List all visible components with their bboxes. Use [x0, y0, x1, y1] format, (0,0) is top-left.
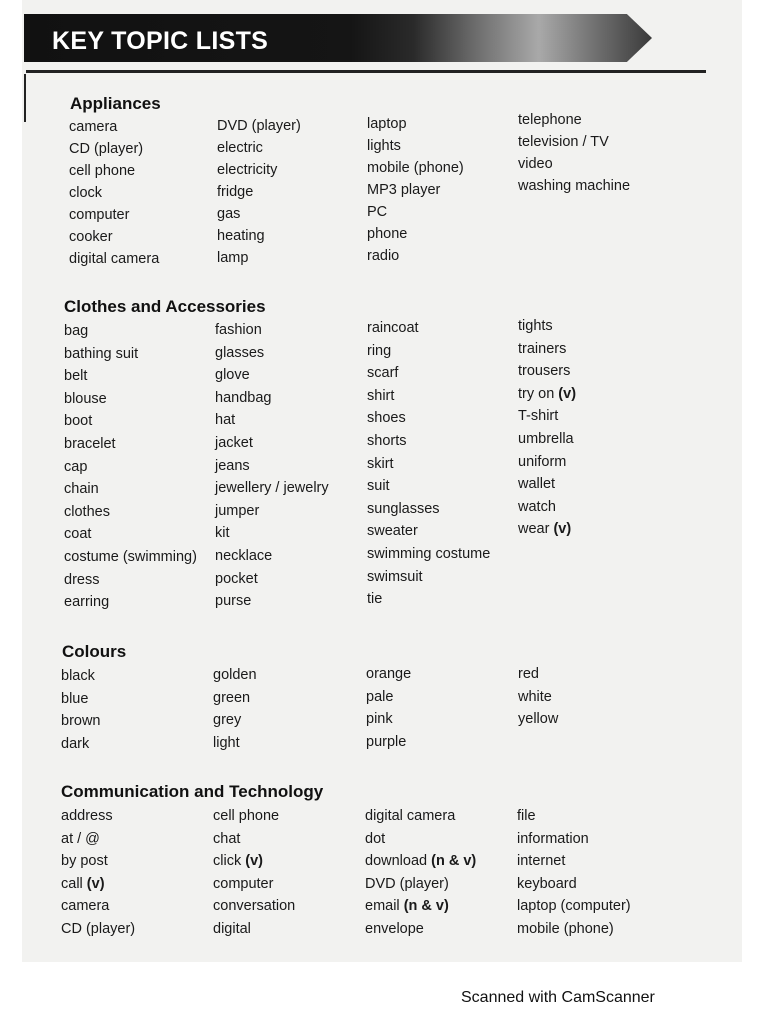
word-list-item: computer	[213, 875, 274, 892]
word-list-item: trainers	[518, 340, 567, 357]
word-list-item: golden	[213, 667, 257, 683]
word-list-item: digital	[213, 920, 251, 937]
word-list-item: shoes	[367, 410, 406, 427]
word-list-item: MP3 player	[367, 182, 441, 198]
word-list-item: dot	[365, 830, 386, 847]
word-list-item: video	[518, 156, 553, 172]
word-list-item: blue	[61, 690, 89, 707]
word-list-item: belt	[64, 368, 88, 385]
word-list-item: orange	[366, 666, 412, 682]
word-list-item: handbag	[215, 389, 272, 406]
word-list-item: cell phone	[69, 163, 136, 179]
word-list-item: computer	[69, 207, 130, 223]
word-list-item: gas	[217, 206, 241, 222]
word-list-item: bracelet	[64, 435, 116, 452]
word-list-item: email (n & v)	[365, 898, 449, 915]
word-list-item: chain	[64, 481, 99, 498]
word-list-item: wallet	[518, 476, 556, 493]
word-list-item: digital camera	[365, 808, 456, 824]
word-list-item: dark	[61, 735, 90, 752]
page-title: KEY TOPIC LISTS	[52, 27, 269, 55]
appliances-column-1	[69, 116, 159, 270]
word-list-item: camera	[61, 898, 110, 915]
word-list-item: radio	[367, 248, 400, 264]
header-rule-corner	[24, 74, 26, 122]
word-list-item: clothes	[64, 503, 110, 520]
word-list-item: jewellery / jewelry	[215, 480, 329, 497]
word-list-item: purse	[215, 593, 252, 610]
word-list-item: by post	[61, 853, 108, 870]
word-list-item: light	[213, 734, 240, 751]
word-list-item: green	[213, 689, 251, 706]
word-list-item: purple	[366, 733, 407, 750]
communication-column-1	[61, 805, 135, 941]
word-list-item: jacket	[215, 434, 253, 451]
word-list-item: lamp	[217, 250, 249, 266]
word-list-item: washing machine	[518, 178, 631, 194]
word-list-item: PC	[367, 204, 388, 220]
word-list-item: costume (swimming)	[64, 548, 197, 565]
word-list-item: clock	[69, 185, 103, 201]
word-list-item: camera	[69, 119, 118, 135]
colours-column-4	[518, 663, 558, 731]
section-heading-communication: Communication and Technology	[61, 782, 324, 801]
word-list-item: envelope	[365, 920, 424, 937]
word-list-item: kit	[215, 525, 230, 542]
word-list-item: uniform	[518, 453, 567, 470]
clothes-column-2	[215, 319, 329, 613]
word-list-item: telephone	[518, 112, 582, 128]
word-list-item: fashion	[215, 322, 262, 338]
word-list-item: boot	[64, 413, 93, 430]
word-list-item: tights	[518, 318, 553, 334]
word-list-item: raincoat	[367, 320, 419, 336]
appliances-column-2	[217, 115, 301, 269]
appliances-column-3	[367, 113, 464, 267]
word-list-item: address	[61, 808, 113, 824]
word-list-item: cooker	[69, 229, 113, 245]
word-list-item: file	[517, 808, 536, 824]
word-list-item: shorts	[367, 432, 407, 449]
word-list-item: electric	[217, 140, 263, 156]
word-list-item: hat	[215, 412, 236, 429]
word-list-item: pale	[366, 688, 394, 705]
word-list-item: try on (v)	[518, 385, 577, 402]
communication-column-3	[365, 805, 476, 941]
colours-column-2	[213, 664, 257, 754]
word-list-item: earring	[64, 594, 110, 611]
word-list-item: coat	[64, 526, 92, 543]
word-list-item: laptop (computer)	[517, 898, 631, 915]
word-list-item: sunglasses	[367, 500, 440, 517]
word-list-item: yellow	[518, 711, 559, 728]
word-list-item: shirt	[367, 387, 395, 404]
header-rule	[26, 70, 706, 73]
word-list-item: keyboard	[517, 875, 577, 892]
word-list-item: pocket	[215, 570, 258, 587]
word-list-item: download (n & v)	[365, 853, 477, 870]
word-list-item: mobile (phone)	[517, 920, 614, 937]
appliances-column-4	[518, 109, 630, 197]
colours-column-3	[366, 663, 411, 753]
word-list-item: jumper	[215, 502, 260, 519]
word-list-item: black	[61, 668, 95, 684]
word-list-item: call (v)	[61, 875, 105, 892]
word-list-item: red	[518, 666, 539, 682]
word-list-item: DVD (player)	[365, 875, 449, 892]
clothes-column-3	[367, 317, 490, 611]
word-list-item: umbrella	[518, 430, 574, 447]
word-list-item: digital camera	[69, 251, 160, 267]
word-list-item: pink	[366, 711, 393, 728]
word-list-item: electricity	[217, 162, 278, 178]
word-list-item: cap	[64, 458, 88, 475]
clothes-column-1	[64, 320, 197, 614]
word-list-item: swimming costume	[367, 545, 491, 562]
word-list-item: skirt	[367, 455, 394, 472]
word-list-item: television / TV	[518, 134, 609, 150]
word-list-item: dress	[64, 571, 100, 588]
word-list-item: bathing suit	[64, 345, 139, 362]
word-list-item: conversation	[213, 898, 296, 915]
word-list-item: brown	[61, 713, 101, 730]
word-list-item: glove	[215, 367, 250, 384]
communication-column-2	[213, 805, 295, 941]
word-list-item: trousers	[518, 363, 571, 380]
word-list-item: T-shirt	[518, 408, 559, 425]
section-heading-appliances: Appliances	[70, 94, 161, 113]
word-list-item: grey	[213, 712, 242, 729]
scanner-watermark: Scanned with CamScanner	[461, 989, 655, 1006]
word-list-item: jeans	[215, 457, 250, 474]
word-list-item: chat	[213, 830, 241, 847]
colours-column-1	[61, 665, 101, 755]
word-list-item: wear (v)	[518, 521, 572, 538]
word-list-item: sweater	[367, 523, 418, 540]
word-list-item: phone	[367, 226, 408, 242]
word-list-item: tie	[367, 591, 383, 608]
section-heading-clothes: Clothes and Accessories	[64, 297, 266, 316]
word-list-item: suit	[367, 478, 390, 495]
word-list-item: glasses	[215, 344, 265, 361]
word-list-item: at / @	[61, 830, 100, 847]
word-list-item: mobile (phone)	[367, 160, 464, 176]
word-list-item: watch	[518, 498, 556, 515]
word-list-item: bag	[64, 323, 89, 339]
word-list-item: internet	[517, 853, 566, 870]
word-list-item: white	[518, 688, 552, 705]
clothes-column-4	[518, 315, 576, 541]
word-list-item: lights	[367, 138, 401, 154]
word-list-item: scarf	[367, 365, 399, 382]
word-list-item: CD (player)	[61, 920, 136, 937]
word-list-item: laptop	[367, 116, 407, 132]
word-list-item: swimsuit	[367, 568, 423, 585]
word-list-item: necklace	[215, 547, 273, 564]
word-list-item: click (v)	[213, 853, 263, 870]
section-heading-colours: Colours	[62, 642, 127, 661]
word-list-item: CD (player)	[69, 141, 144, 157]
word-list-item: heating	[217, 228, 265, 244]
word-list-item: DVD (player)	[217, 118, 301, 134]
word-list-item: blouse	[64, 390, 107, 407]
word-list-item: cell phone	[213, 808, 280, 824]
word-list-item: fridge	[217, 184, 254, 200]
word-list-item: ring	[367, 342, 392, 359]
communication-column-4	[517, 805, 631, 941]
word-list-item: information	[517, 830, 589, 847]
